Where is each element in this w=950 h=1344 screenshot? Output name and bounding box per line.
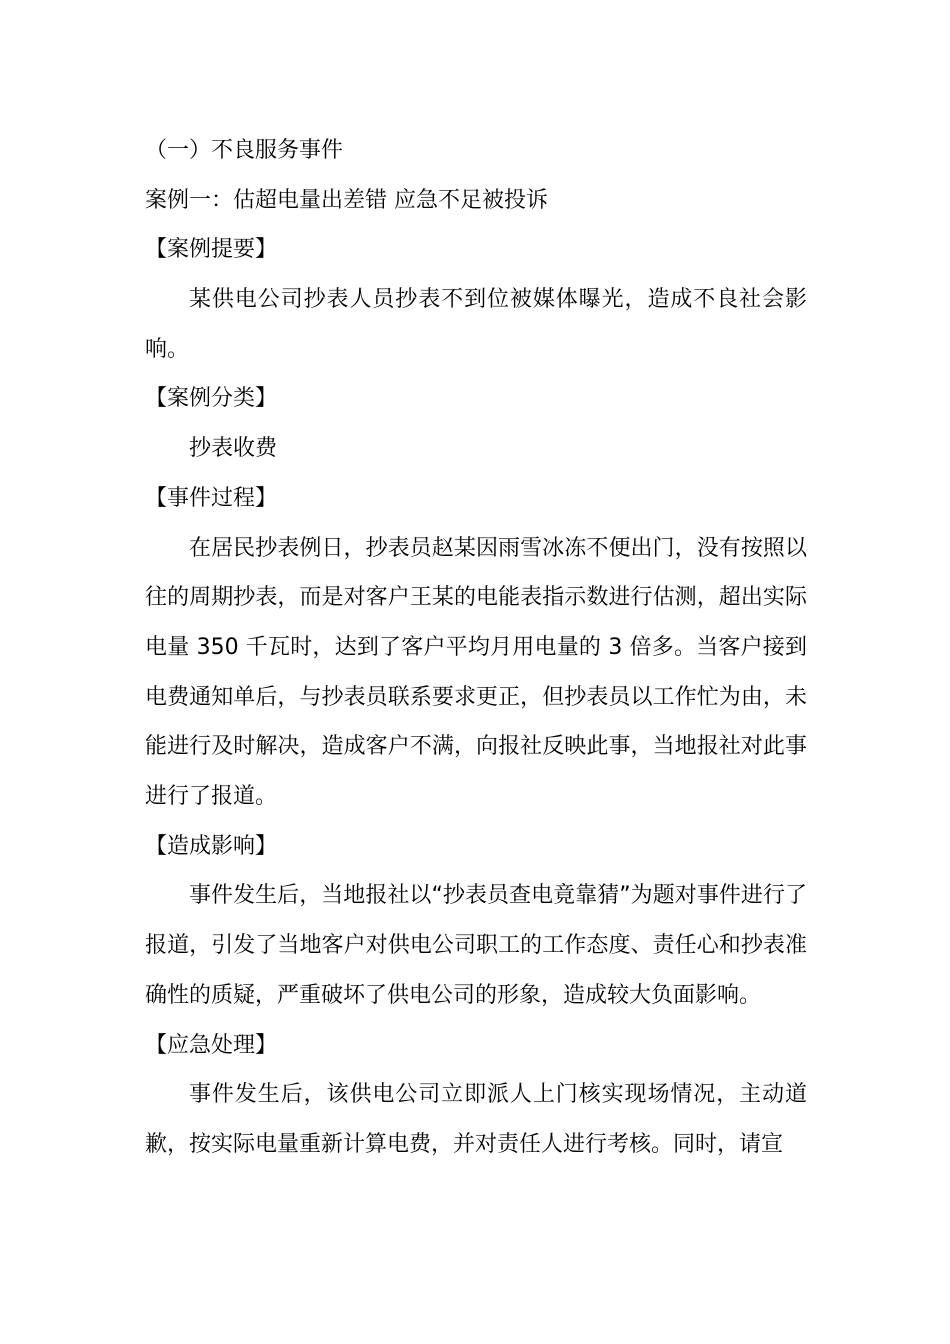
case-summary-text: 某供电公司抄表人员抄表不到位被媒体曝光，造成不良社会影响。	[145, 287, 807, 362]
case-category-text: 抄表收费	[189, 436, 278, 462]
impact-heading: 【造成影响】	[145, 833, 278, 859]
document-body	[145, 126, 807, 1170]
emergency-handling-text: 事件发生后，该供电公司立即派人上门核实现场情况，主动道歉，按实际电量重新计算电费，并对责任人进行考核。同时，请宣	[145, 1082, 807, 1157]
event-process-heading: 【事件过程】	[145, 485, 278, 511]
case-title: 案例一：估超电量出差错 应急不足被投诉	[145, 187, 548, 213]
emergency-handling-heading: 【应急处理】	[145, 1032, 278, 1058]
case-summary-heading: 【案例提要】	[145, 237, 278, 263]
event-process-text: 在居民抄表例日，抄表员赵某因雨雪冰冻不便出门，没有按照以往的周期抄表，而是对客户王某的电能表指示数进行估测，超出实际电量 350 千瓦时，达到了客户平均月用电量的 3 倍多。当客户接到电费通知单后，与抄表员联系要求更正，但抄表员以工作忙为由，未能进行及时解决，造成客户不满，向报社反映此事，当地报社对此事进行了报道。	[145, 535, 807, 810]
case-category-heading: 【案例分类】	[145, 386, 278, 412]
section-heading: （一）不良服务事件	[145, 138, 344, 163]
impact-text: 事件发生后，当地报社以“抄表员查电竟靠猜”为题对事件进行了报道，引发了当地客户对供电公司职工的工作态度、责任心和抄表准确性的质疑，严重破坏了供电公司的形象，造成较大负面影响。	[145, 883, 807, 1008]
